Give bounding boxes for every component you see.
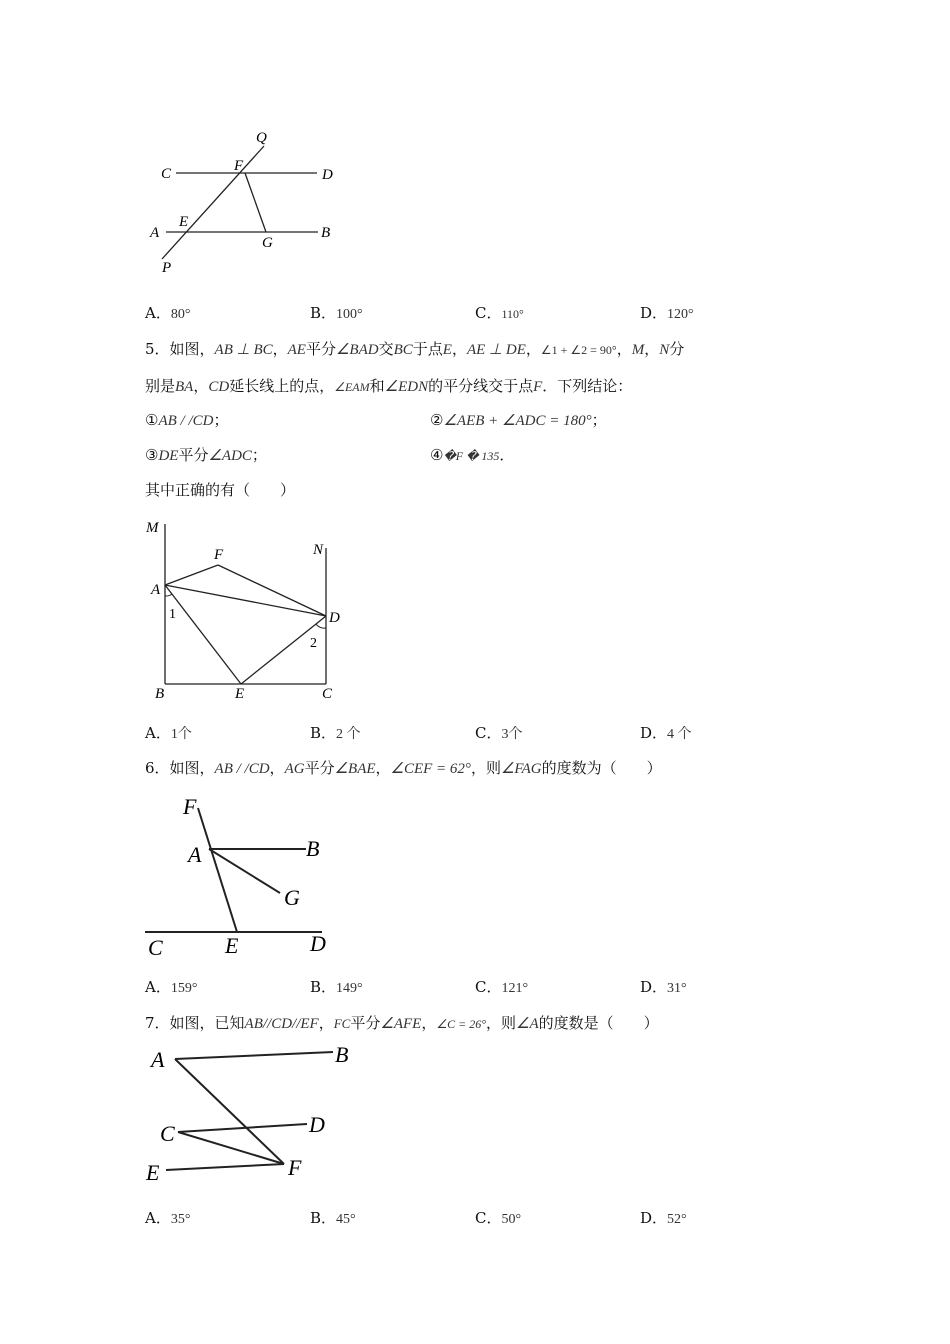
q5-label-n: N — [313, 542, 324, 558]
q7-label-b: B — [335, 1042, 349, 1067]
q6-option-c[interactable]: C．121° — [475, 978, 529, 996]
q7-label-e: E — [146, 1160, 160, 1185]
q5-label-b: B — [155, 686, 165, 702]
q4-label-f: F — [234, 158, 244, 174]
q4-line-pq — [162, 146, 264, 259]
q4-label-d: D — [322, 167, 333, 183]
q5-conclusion-4: ④�F � 135． — [430, 446, 515, 464]
q5-label-a: A — [151, 582, 161, 598]
q6-label-f: F — [183, 794, 197, 819]
q7-option-c[interactable]: C．50° — [475, 1209, 522, 1227]
q6-figure — [140, 790, 360, 965]
q5-option-d[interactable]: D．4 个 — [640, 724, 692, 742]
q4-option-c[interactable]: C．110° — [475, 304, 524, 322]
q6-label-b: B — [306, 836, 320, 861]
q4-label-p: P — [162, 260, 172, 276]
q4-label-e: E — [179, 214, 189, 230]
q5-option-c[interactable]: C．3个 — [475, 724, 523, 742]
q7-figure — [140, 1040, 370, 1190]
q5-line-ae — [165, 585, 241, 684]
q4-label-c: C — [161, 166, 172, 182]
q4-option-b[interactable]: B．100° — [310, 304, 363, 322]
q4-label-g: G — [262, 235, 273, 251]
q5-question: 其中正确的有（ ） — [145, 481, 296, 499]
q5-option-b[interactable]: B．2 个 — [310, 724, 361, 742]
q6-label-g: G — [284, 885, 300, 910]
q6-line-fe — [198, 808, 237, 932]
q7-label-f: F — [288, 1155, 302, 1180]
q5-label-m: M — [146, 520, 159, 536]
q6-label-c: C — [148, 935, 163, 960]
q6-label-d: D — [310, 931, 326, 956]
q6-stem: 6．如图，AB / /CD，AG平分∠BAE，∠CEF = 62°，则∠FAG的度数为（ ） — [145, 759, 662, 777]
q5-label-f: F — [214, 547, 224, 563]
q5-label-1: 1 — [169, 607, 176, 622]
q7-label-c: C — [160, 1121, 175, 1146]
q7-option-b[interactable]: B．45° — [310, 1209, 356, 1227]
q6-option-a[interactable]: A．159° — [145, 978, 198, 996]
q6-line-ag — [209, 849, 280, 893]
q6-option-d[interactable]: D．31° — [640, 978, 687, 996]
q5-line-ad — [165, 585, 326, 616]
q5-conclusion-1: ①AB / /CD； — [145, 411, 229, 429]
q5-conclusion-3: ③DE平分∠ADC； — [145, 446, 267, 464]
q5-label-e: E — [235, 686, 245, 702]
q7-label-a: A — [151, 1047, 165, 1072]
q5-label-d: D — [329, 610, 340, 626]
q7-option-d[interactable]: D．52° — [640, 1209, 687, 1227]
q7-option-a[interactable]: A．35° — [145, 1209, 191, 1227]
q5-label-c: C — [322, 686, 333, 702]
q7-line-ef — [166, 1164, 284, 1170]
q5-angle-2-arc — [316, 624, 326, 628]
q4-option-d[interactable]: D．120° — [640, 304, 694, 322]
q4-line-fg — [245, 173, 266, 232]
q4-label-q: Q — [256, 130, 267, 146]
q4-figure — [140, 120, 360, 280]
q4-option-a[interactable]: A．80° — [145, 304, 191, 322]
q5-figure — [140, 512, 360, 712]
q5-label-2: 2 — [310, 636, 317, 651]
q7-line-ab — [175, 1052, 333, 1059]
q7-stem: 7．如图，已知AB//CD//EF，FC平分∠AFE，∠C = 26°，则∠A的度数是（ ） — [145, 1014, 659, 1032]
q4-label-a: A — [150, 225, 160, 241]
q5-line-af — [165, 565, 218, 585]
q5-stem-line2: 别是BA，CD延长线上的点，∠EAM和∠EDN的平分线交于点F．下列结论： — [145, 377, 633, 395]
q5-conclusion-2: ②∠AEB + ∠ADC = 180°； — [430, 411, 607, 429]
q5-line-fd — [218, 565, 326, 616]
q5-option-a[interactable]: A．1个 — [145, 724, 192, 742]
q4-label-b: B — [321, 225, 331, 241]
q6-option-b[interactable]: B．149° — [310, 978, 363, 996]
q5-stem-line1: 5．如图，AB ⊥ BC，AE平分∠BAD交BC于点E，AE ⊥ DE，∠1 + ∠2 = 90°，M，N分 — [145, 340, 685, 358]
q7-label-d: D — [309, 1112, 325, 1137]
q5-angle-1-arc — [165, 594, 172, 596]
q6-label-a: A — [188, 842, 202, 867]
q6-label-e: E — [225, 933, 239, 958]
